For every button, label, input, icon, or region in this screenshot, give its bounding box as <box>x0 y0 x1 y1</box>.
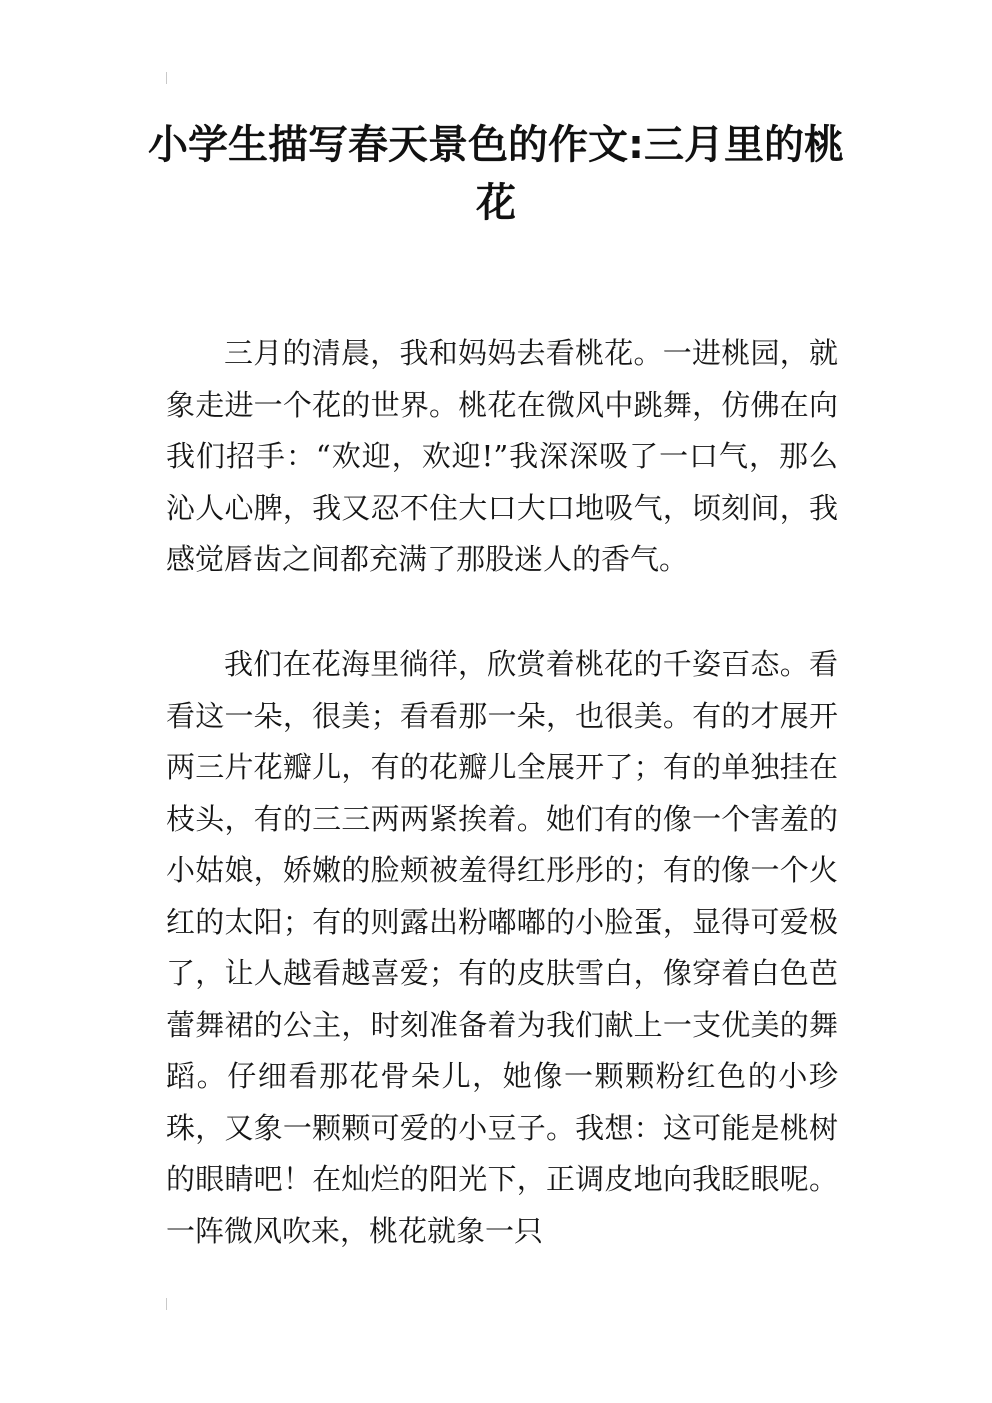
page-corner-mark <box>166 1298 167 1310</box>
paragraph-1: 三月的清晨，我和妈妈去看桃花。一进桃园，就象走进一个花的世界。桃花在微风中跳舞，仿佛在向我们招手：“欢迎，欢迎!”我深深吸了一口气，那么沁人心脾，我又忍不住大口大口地吸气，顷刻间，我感觉唇齿之间都充满了那股迷人的香气。 <box>166 336 838 576</box>
page-corner-mark <box>166 72 167 84</box>
document-title: 小学生描写春天景色的作文:三月里的桃花 <box>148 122 844 226</box>
paragraph-2: 我们在花海里徜徉，欣赏着桃花的千姿百态。看看这一朵，很美；看看那一朵，也很美。有的才展开两三片花瓣儿，有的花瓣儿全展开了；有的单独挂在枝头，有的三三两两紧挨着。她们有的像一个害羞的小姑娘，娇嫩的脸颊被羞得红彤彤的；有的像一个火红的太阳；有的则露出粉嘟嘟的小脸蛋，显得可爱极了，让人越看越喜爱；有的皮肤雪白，像穿着白色芭蕾舞裙的公主，时刻准备着为我们献上一支优美的舞蹈。仔细看那花骨朵儿，她像一颗颗粉红色的小珍珠，又象一颗颗可爱的小豆子。我想：这可能是桃树的眼睛吧！在灿烂的阳光下，正调皮地向我眨眼呢。一阵微风吹来，桃花就象一只 <box>166 647 838 1248</box>
